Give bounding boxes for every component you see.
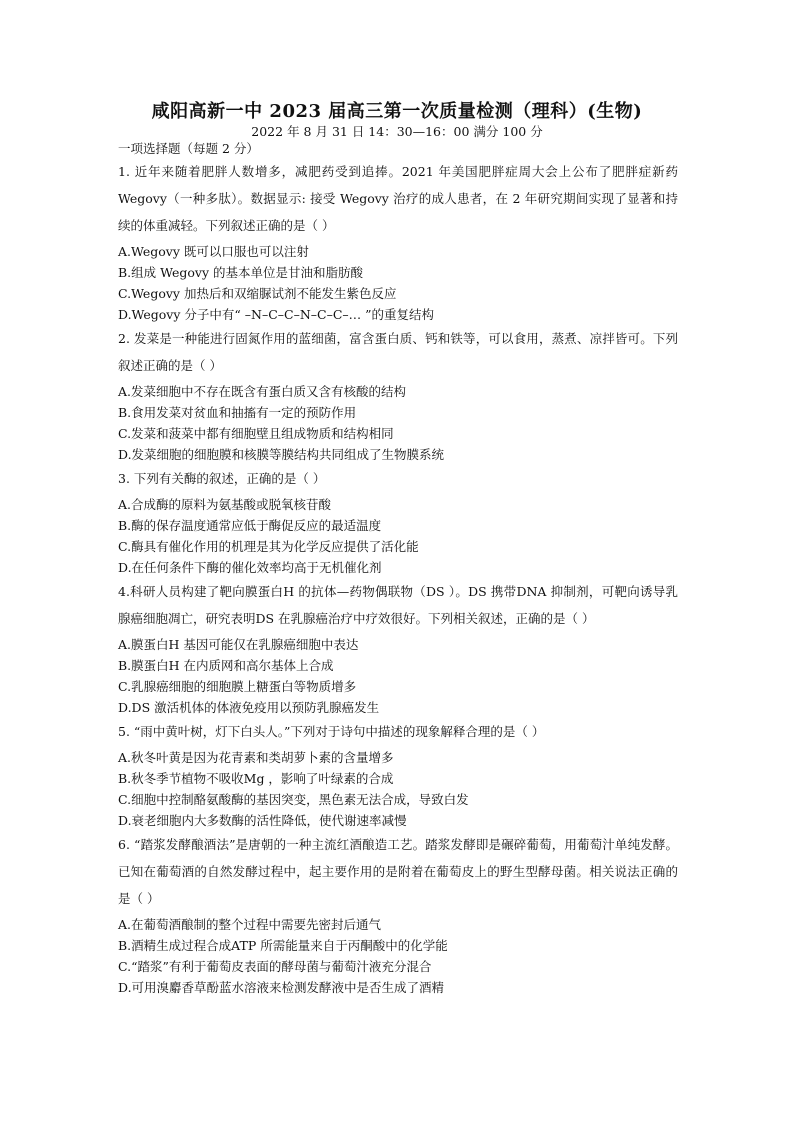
option-a: A.膜蛋白H 基因可能仅在乳腺癌细胞中表达 [118,637,359,652]
option-d: D.DS 激活机体的体液免疫用以预防乳腺癌发生 [118,700,380,715]
question-stem: 4.科研人员构建了靶向膜蛋白H 的抗体—药物偶联物（DS ）。DS 携带DNA 抑制剂，可靶向诱导乳腺癌细胞凋亡，研究表明DS 在乳腺癌治疗中疗效很好。下列相关叙述，正确的是（ ） [118,584,678,626]
option-b: B.食用发菜对贫血和抽搐有一定的预防作用 [118,405,357,420]
option-c: C.Wegovy 加热后和双缩脲试剂不能发生紫色反应 [118,286,397,301]
option-d: D.在任何条件下酶的催化效率均高于无机催化剂 [118,560,382,575]
option-c: C.发菜和菠菜中都有细胞壁且组成物质和结构相同 [118,426,394,441]
option-c: C.乳腺癌细胞的细胞膜上糖蛋白等物质增多 [118,679,357,694]
option-d: D.Wegovy 分子中有“ –N–C–C–N–C–C–… ”的重复结构 [118,307,435,322]
option-c: C.酶具有催化作用的机理是其为化学反应提供了活化能 [118,539,419,554]
option-b: B.组成 Wegovy 的基本单位是甘油和脂肪酸 [118,265,363,280]
option-list [118,634,678,718]
question-1 [118,158,678,325]
option-a: A.秋冬叶黄是因为花青素和类胡萝卜素的含量增多 [118,750,394,765]
option-d: D.发菜细胞的细胞膜和核膜等膜结构共同组成了生物膜系统 [118,447,445,462]
option-list [118,241,678,325]
option-c: C.细胞中控制酪氨酸酶的基因突变，黑色素无法合成，导致白发 [118,792,469,807]
option-list [118,747,678,831]
option-b: B.秋冬季节植物不吸收Mg ，影响了叶绿素的合成 [118,771,394,786]
question-stem: 5. “雨中黄叶树，灯下白头人。”下列对于诗句中描述的现象解释合理的是（ ） [118,724,545,739]
option-list [118,914,678,998]
question-stem: 6. “踏浆发酵酿酒法”是唐朝的一种主流红酒酿造工艺。踏浆发酵即是碾碎葡萄，用葡萄汁单纯发酵。已知在葡萄酒的自然发酵过程中，起主要作用的是附着在葡萄皮上的野生型酵母菌。相关说法正确的是（ ） [118,837,678,906]
page-title: 咸阳高新一中 2023 届高三第一次质量检测（理科）(生物) [151,101,643,122]
question-list [118,158,678,998]
question-stem: 3. 下列有关酶的叙述，正确的是（ ） [118,471,326,486]
option-d: D.可用溴麝香草酚蓝水溶液来检测发酵液中是否生成了酒精 [118,980,445,995]
question-3 [118,465,678,578]
option-a: A.发菜细胞中不存在既含有蛋白质又含有核酸的结构 [118,384,407,399]
question-stem: 2. 发菜是一种能进行固氮作用的蓝细菌，富含蛋白质、钙和铁等，可以食用，蒸煮、凉拌皆可。下列叙述正确的是（ ） [118,331,678,373]
question-stem: 1. 近年来随着肥胖人数增多，减肥药受到追捧。2021 年美国肥胖症周大会上公布了肥胖症新药 Wegovy（一种多肽）。数据显示: 接受 Wegovy 治疗的成人患者，在 2 年研究期间实现了显著和持续的体重减轻。下列叙述正确的是（ ） [118,164,678,233]
question-6 [118,831,678,998]
option-d: D.衰老细胞内大多数酶的活性降低，使代谢速率减慢 [118,813,407,828]
section-title: 一项选择题（每题 2 分） [118,141,259,156]
question-4 [118,578,678,718]
option-a: A.在葡萄酒酿制的整个过程中需要先密封后通气 [118,917,382,932]
option-b: B.酶的保存温度通常应低于酶促反应的最适温度 [118,518,382,533]
question-2 [118,325,678,465]
option-b: B.酒精生成过程合成ATP 所需能量来自于丙酮酸中的化学能 [118,938,448,953]
question-5 [118,718,678,831]
option-c: C.“踏浆”有利于葡萄皮表面的酵母菌与葡萄汁液充分混合 [118,959,432,974]
option-a: A.合成酶的原料为氨基酸或脱氧核苷酸 [118,497,332,512]
option-list [118,494,678,578]
exam-time-info: 2022 年 8 月 31 日 14：30—16：00 满分 100 分 [251,124,543,139]
option-list [118,381,678,465]
option-b: B.膜蛋白H 在内质网和高尔基体上合成 [118,658,334,673]
option-a: A.Wegovy 既可以口服也可以注射 [118,244,309,259]
